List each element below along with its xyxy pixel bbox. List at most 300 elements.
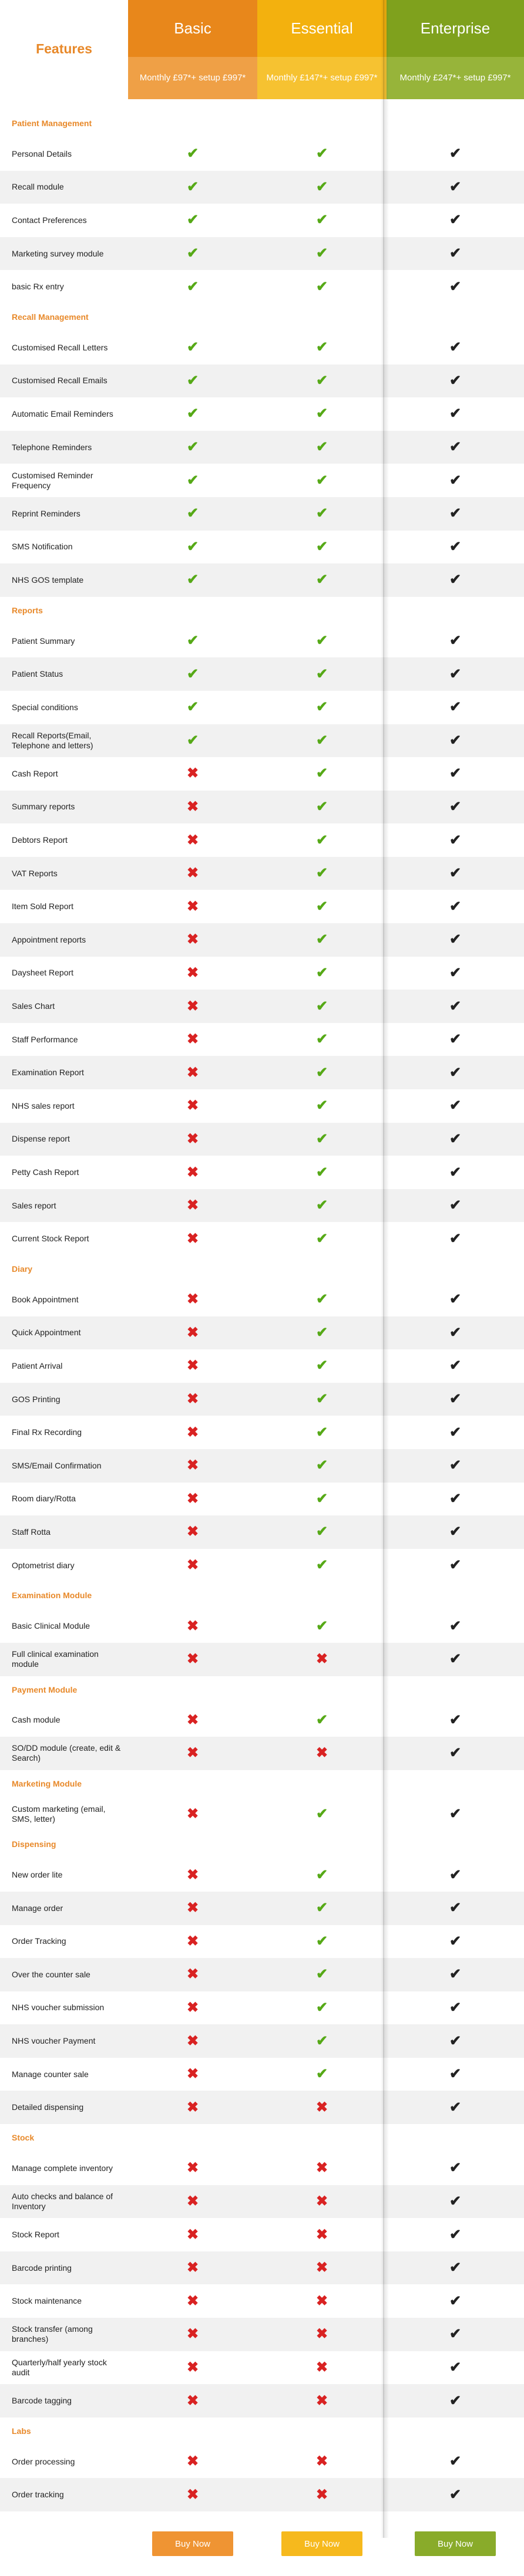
- feature-label: Order Tracking: [12, 1936, 66, 1946]
- plan-essential-header: [257, 0, 387, 110]
- feature-cell-enterprise: [387, 2294, 524, 2308]
- feature-row: [0, 1991, 524, 2025]
- cross-icon: ✖: [186, 1358, 199, 1374]
- feature-cell-basic: [128, 2327, 257, 2341]
- check-icon: ✔: [449, 372, 462, 389]
- feature-cell-essential: [257, 1099, 387, 1113]
- check-icon: ✔: [315, 472, 328, 488]
- check-icon: ✔: [449, 998, 462, 1014]
- feature-row: [0, 1704, 524, 1737]
- feature-cell-essential: [257, 2361, 387, 2375]
- feature-cell-basic: [128, 407, 257, 421]
- cross-icon: ✖: [186, 2486, 199, 2503]
- buy-now-enterprise-button[interactable]: Buy Now: [415, 2531, 496, 2556]
- feature-cell-basic: [128, 1326, 257, 1340]
- feature-cell-basic: [128, 440, 257, 454]
- feature-cell-enterprise: [387, 1459, 524, 1473]
- feature-cell-enterprise: [387, 1292, 524, 1306]
- feature-row: [0, 1222, 524, 1255]
- check-icon: ✔: [449, 1291, 462, 1308]
- check-icon: ✔: [186, 406, 199, 422]
- check-icon: ✔: [315, 765, 328, 782]
- feature-row: [0, 1643, 524, 1676]
- check-icon: ✔: [449, 1490, 462, 1507]
- features-header: [0, 0, 128, 110]
- feature-cell-essential: [257, 2228, 387, 2242]
- feature-cell-enterprise: [387, 2034, 524, 2048]
- cross-icon: ✖: [315, 2293, 328, 2309]
- buy-now-essential-button[interactable]: Buy Now: [281, 2531, 362, 2556]
- feature-label: Telephone Reminders: [12, 442, 92, 452]
- check-icon: ✔: [315, 505, 328, 522]
- feature-cell-essential: [257, 1746, 387, 1760]
- feature-cell-basic: [128, 1746, 257, 1760]
- check-icon: ✔: [315, 1098, 328, 1114]
- check-icon: ✔: [449, 633, 462, 649]
- feature-row: [0, 1056, 524, 1089]
- plan-enterprise-price: Monthly £247*+ setup £997*: [387, 57, 524, 99]
- feature-row: [0, 657, 524, 691]
- feature-label: Petty Cash Report: [12, 1167, 79, 1177]
- feature-cell-essential: [257, 1426, 387, 1440]
- check-icon: ✔: [449, 2226, 462, 2243]
- feature-label: Contact Preferences: [12, 215, 87, 225]
- section-header: [0, 110, 524, 137]
- feature-cell-basic: [128, 734, 257, 748]
- check-icon: ✔: [315, 439, 328, 455]
- section-header: [0, 2124, 524, 2152]
- cross-icon: ✖: [186, 865, 199, 882]
- feature-cell-enterprise: [387, 2394, 524, 2408]
- check-icon: ✔: [449, 699, 462, 715]
- feature-row: [0, 397, 524, 431]
- feature-cell-basic: [128, 1459, 257, 1473]
- feature-cell-enterprise: [387, 374, 524, 388]
- check-icon: ✔: [449, 1933, 462, 1949]
- feature-row: [0, 1383, 524, 1416]
- check-icon: ✔: [315, 633, 328, 649]
- feature-label: Dispense report: [12, 1134, 70, 1144]
- feature-row: [0, 2058, 524, 2091]
- check-icon: ✔: [186, 505, 199, 522]
- feature-cell-basic: [128, 1099, 257, 1113]
- feature-cell-essential: [257, 2101, 387, 2115]
- feature-label: Final Rx Recording: [12, 1427, 82, 1437]
- feature-row: [0, 1609, 524, 1643]
- check-icon: ✔: [449, 1999, 462, 2015]
- feature-cell-basic: [128, 2067, 257, 2081]
- feature-cell-basic: [128, 2294, 257, 2308]
- feature-cell-enterprise: [387, 1326, 524, 1340]
- check-icon: ✔: [449, 572, 462, 588]
- cross-icon: ✖: [186, 1933, 199, 1949]
- check-icon: ✔: [449, 1618, 462, 1634]
- cross-icon: ✖: [186, 1490, 199, 1507]
- plan-basic-header: [128, 0, 257, 110]
- feature-cell-basic: [128, 800, 257, 814]
- feature-cell-enterprise: [387, 407, 524, 421]
- check-icon: ✔: [315, 2066, 328, 2082]
- feature-cell-essential: [257, 933, 387, 947]
- feature-cell-basic: [128, 247, 257, 261]
- cross-icon: ✖: [186, 2326, 199, 2342]
- feature-cell-enterprise: [387, 1967, 524, 1981]
- feature-cell-essential: [257, 2455, 387, 2469]
- check-icon: ✔: [315, 1711, 328, 1728]
- check-icon: ✔: [449, 964, 462, 981]
- feature-cell-basic: [128, 1032, 257, 1046]
- feature-cell-essential: [257, 1807, 387, 1821]
- feature-cell-basic: [128, 280, 257, 294]
- check-icon: ✔: [315, 1031, 328, 1048]
- feature-cell-enterprise: [387, 440, 524, 454]
- check-icon: ✔: [315, 1130, 328, 1147]
- check-icon: ✔: [315, 931, 328, 948]
- feature-label: NHS voucher Payment: [12, 2036, 96, 2046]
- feature-cell-essential: [257, 247, 387, 261]
- check-icon: ✔: [186, 372, 199, 389]
- check-icon: ✔: [449, 1711, 462, 1728]
- feature-cell-essential: [257, 734, 387, 748]
- feature-label: Manage counter sale: [12, 2069, 89, 2079]
- feature-label: Personal Details: [12, 148, 72, 158]
- check-icon: ✔: [186, 538, 199, 555]
- feature-cell-enterprise: [387, 1492, 524, 1506]
- check-icon: ✔: [449, 1457, 462, 1474]
- check-icon: ✔: [186, 278, 199, 295]
- section-title: Diary: [12, 1264, 33, 1274]
- check-icon: ✔: [186, 472, 199, 488]
- feature-cell-enterprise: [387, 340, 524, 355]
- feature-row: [0, 724, 524, 758]
- feature-cell-enterprise: [387, 2327, 524, 2341]
- cross-icon: ✖: [186, 1130, 199, 1147]
- cross-icon: ✖: [186, 2293, 199, 2309]
- feature-cell-essential: [257, 1652, 387, 1666]
- feature-row: [0, 237, 524, 271]
- feature-cell-basic: [128, 1426, 257, 1440]
- feature-label: Quarterly/half yearly stock audit: [12, 2357, 107, 2377]
- feature-label: NHS GOS template: [12, 575, 84, 585]
- feature-label: Patient Summary: [12, 636, 75, 646]
- check-icon: ✔: [186, 212, 199, 228]
- feature-cell-essential: [257, 1359, 387, 1373]
- check-icon: ✔: [449, 2453, 462, 2470]
- check-icon: ✔: [449, 339, 462, 356]
- feature-cell-enterprise: [387, 1901, 524, 1915]
- section-header: [0, 1770, 524, 1798]
- check-icon: ✔: [315, 798, 328, 815]
- feature-label: Current Stock Report: [12, 1234, 89, 1244]
- check-icon: ✔: [449, 2359, 462, 2375]
- feature-cell-enterprise: [387, 1066, 524, 1080]
- feature-cell-enterprise: [387, 1426, 524, 1440]
- feature-label: Room diary/Rotta: [12, 1494, 76, 1504]
- feature-cell-enterprise: [387, 2261, 524, 2275]
- check-icon: ✔: [315, 1933, 328, 1949]
- feature-row: [0, 531, 524, 564]
- pricing-footer: [0, 2511, 524, 2576]
- feature-label: Detailed dispensing: [12, 2102, 84, 2112]
- feature-cell-essential: [257, 340, 387, 355]
- feature-cell-enterprise: [387, 833, 524, 848]
- check-icon: ✔: [449, 278, 462, 295]
- feature-cell-enterprise: [387, 2161, 524, 2175]
- feature-cell-essential: [257, 1492, 387, 1506]
- check-icon: ✔: [315, 339, 328, 356]
- cross-icon: ✖: [315, 2226, 328, 2243]
- feature-cell-essential: [257, 1292, 387, 1306]
- feature-row: [0, 1798, 524, 1831]
- cross-icon: ✖: [186, 1064, 199, 1081]
- check-icon: ✔: [186, 146, 199, 162]
- feature-row: [0, 757, 524, 791]
- feature-cell-enterprise: [387, 2101, 524, 2115]
- feature-label: basic Rx entry: [12, 282, 64, 292]
- section-header: [0, 1255, 524, 1283]
- feature-cell-essential: [257, 280, 387, 294]
- feature-label: Reprint Reminders: [12, 508, 80, 518]
- feature-cell-essential: [257, 2261, 387, 2275]
- cross-icon: ✖: [315, 2099, 328, 2115]
- plan-basic-name: Basic: [128, 0, 257, 57]
- check-icon: ✔: [315, 1291, 328, 1308]
- feature-label: Order processing: [12, 2456, 75, 2466]
- feature-row: [0, 497, 524, 531]
- feature-cell-enterprise: [387, 1525, 524, 1539]
- feature-cell-basic: [128, 540, 257, 554]
- feature-label: Auto checks and balance of Inventory: [12, 2191, 113, 2211]
- feature-row: [0, 1958, 524, 1991]
- feature-label: Full clinical examination module: [12, 1649, 99, 1669]
- feature-label: Debtors Report: [12, 835, 68, 845]
- feature-row: [0, 2024, 524, 2058]
- cross-icon: ✖: [186, 1098, 199, 1114]
- feature-cell-essential: [257, 440, 387, 454]
- feature-cell-essential: [257, 1967, 387, 1981]
- feature-row: [0, 2284, 524, 2318]
- feature-label: Cash Report: [12, 768, 58, 778]
- cross-icon: ✖: [186, 1031, 199, 1048]
- feature-cell-essential: [257, 2001, 387, 2015]
- cross-icon: ✖: [186, 1651, 199, 1667]
- feature-row: [0, 2445, 524, 2479]
- feature-row: [0, 431, 524, 464]
- cross-icon: ✖: [186, 1557, 199, 1574]
- check-icon: ✔: [449, 1424, 462, 1440]
- feature-cell-basic: [128, 2261, 257, 2275]
- feature-label: Recall module: [12, 182, 64, 192]
- feature-cell-basic: [128, 213, 257, 227]
- cross-icon: ✖: [186, 2099, 199, 2115]
- cross-icon: ✖: [186, 1197, 199, 1214]
- feature-cell-basic: [128, 2001, 257, 2015]
- feature-cell-basic: [128, 667, 257, 681]
- feature-row: [0, 957, 524, 990]
- feature-cell-enterprise: [387, 247, 524, 261]
- feature-cell-essential: [257, 1166, 387, 1180]
- section-header: [0, 2418, 524, 2445]
- feature-cell-basic: [128, 1619, 257, 1633]
- cross-icon: ✖: [186, 1966, 199, 1983]
- feature-cell-essential: [257, 1868, 387, 1882]
- feature-label: Appointment reports: [12, 934, 86, 944]
- section-title: Payment Module: [12, 1684, 78, 1694]
- feature-cell-essential: [257, 1619, 387, 1633]
- feature-row: [0, 1349, 524, 1383]
- feature-cell-basic: [128, 1232, 257, 1246]
- check-icon: ✔: [449, 1324, 462, 1341]
- check-icon: ✔: [449, 538, 462, 555]
- check-icon: ✔: [449, 245, 462, 262]
- feature-label: Patient Status: [12, 669, 63, 679]
- check-icon: ✔: [315, 699, 328, 715]
- check-icon: ✔: [315, 572, 328, 588]
- feature-cell-enterprise: [387, 2361, 524, 2375]
- feature-label: Over the counter sale: [12, 1969, 90, 1979]
- feature-label: NHS voucher submission: [12, 2003, 105, 2013]
- section-header: [0, 597, 524, 624]
- feature-row: [0, 1858, 524, 1892]
- feature-label: Manage complete inventory: [12, 2163, 113, 2173]
- feature-row: [0, 1189, 524, 1223]
- check-icon: ✔: [449, 1031, 462, 1048]
- feature-cell-essential: [257, 1326, 387, 1340]
- feature-cell-enterprise: [387, 1099, 524, 1113]
- check-icon: ✔: [315, 406, 328, 422]
- feature-row: [0, 464, 524, 497]
- section-header: [0, 303, 524, 331]
- feature-cell-essential: [257, 2034, 387, 2048]
- feature-cell-basic: [128, 1807, 257, 1821]
- feature-cell-basic: [128, 340, 257, 355]
- section-title: Patient Management: [12, 119, 92, 128]
- feature-label: VAT Reports: [12, 868, 58, 878]
- cross-icon: ✖: [186, 898, 199, 914]
- check-icon: ✔: [449, 178, 462, 195]
- feature-label: Examination Report: [12, 1068, 84, 1078]
- check-icon: ✔: [315, 1866, 328, 1883]
- feature-cell-essential: [257, 1232, 387, 1246]
- feature-cell-enterprise: [387, 573, 524, 587]
- feature-cell-essential: [257, 540, 387, 554]
- feature-row: [0, 204, 524, 237]
- cross-icon: ✖: [186, 1324, 199, 1341]
- feature-row: [0, 923, 524, 957]
- feature-cell-essential: [257, 474, 387, 488]
- check-icon: ✔: [186, 732, 199, 748]
- cross-icon: ✖: [186, 998, 199, 1014]
- cross-icon: ✖: [186, 1900, 199, 1916]
- feature-cell-basic: [128, 1652, 257, 1666]
- feature-row: [0, 1737, 524, 1770]
- section-title: Labs: [12, 2426, 31, 2436]
- cross-icon: ✖: [315, 2160, 328, 2176]
- feature-label: Summary reports: [12, 802, 75, 812]
- cross-icon: ✖: [186, 1745, 199, 1761]
- check-icon: ✔: [449, 1966, 462, 1983]
- feature-label: Customised Reminder Frequency: [12, 470, 93, 490]
- cross-icon: ✖: [186, 1164, 199, 1180]
- check-icon: ✔: [449, 2260, 462, 2276]
- cross-icon: ✖: [315, 2359, 328, 2375]
- feature-cell-basic: [128, 2361, 257, 2375]
- feature-cell-enterprise: [387, 1746, 524, 1760]
- cross-icon: ✖: [186, 2033, 199, 2049]
- cross-icon: ✖: [186, 1806, 199, 1822]
- feature-cell-essential: [257, 1066, 387, 1080]
- feature-cell-essential: [257, 1713, 387, 1727]
- check-icon: ✔: [449, 1098, 462, 1114]
- check-icon: ✔: [315, 1557, 328, 1574]
- check-icon: ✔: [449, 732, 462, 748]
- feature-cell-essential: [257, 1198, 387, 1213]
- feature-row: [0, 2218, 524, 2251]
- cross-icon: ✖: [186, 798, 199, 815]
- check-icon: ✔: [186, 572, 199, 588]
- feature-cell-basic: [128, 866, 257, 880]
- feature-row: [0, 1449, 524, 1483]
- check-icon: ✔: [449, 505, 462, 522]
- feature-cell-essential: [257, 700, 387, 714]
- check-icon: ✔: [449, 406, 462, 422]
- feature-cell-essential: [257, 1459, 387, 1473]
- feature-cell-essential: [257, 1934, 387, 1949]
- cross-icon: ✖: [186, 2226, 199, 2243]
- cross-icon: ✖: [315, 2326, 328, 2342]
- feature-cell-essential: [257, 180, 387, 194]
- check-icon: ✔: [449, 2160, 462, 2176]
- feature-cell-essential: [257, 966, 387, 980]
- feature-label: Custom marketing (email, SMS, letter): [12, 1804, 106, 1824]
- check-icon: ✔: [315, 1618, 328, 1634]
- feature-cell-basic: [128, 1000, 257, 1014]
- check-icon: ✔: [315, 1457, 328, 1474]
- cross-icon: ✖: [315, 1745, 328, 1761]
- check-icon: ✔: [186, 699, 199, 715]
- cross-icon: ✖: [315, 2453, 328, 2470]
- check-icon: ✔: [449, 2193, 462, 2209]
- feature-label: Marketing survey module: [12, 248, 104, 258]
- feature-cell-enterprise: [387, 966, 524, 980]
- check-icon: ✔: [449, 1230, 462, 1247]
- buy-now-basic-button[interactable]: Buy Now: [152, 2531, 233, 2556]
- feature-row: [0, 857, 524, 890]
- feature-cell-enterprise: [387, 2488, 524, 2502]
- cross-icon: ✖: [186, 1711, 199, 1728]
- feature-row: [0, 1515, 524, 1549]
- check-icon: ✔: [449, 898, 462, 914]
- feature-cell-enterprise: [387, 280, 524, 294]
- feature-cell-basic: [128, 1901, 257, 1915]
- feature-cell-essential: [257, 1032, 387, 1046]
- feature-label: Stock Report: [12, 2230, 59, 2240]
- feature-cell-enterprise: [387, 1132, 524, 1146]
- check-icon: ✔: [315, 538, 328, 555]
- feature-label: Book Appointment: [12, 1294, 79, 1304]
- feature-cell-basic: [128, 700, 257, 714]
- feature-label: Staff Rotta: [12, 1527, 51, 1537]
- cross-icon: ✖: [186, 931, 199, 948]
- section-title: Reports: [12, 605, 43, 615]
- feature-cell-enterprise: [387, 2195, 524, 2209]
- feature-label: Customised Recall Emails: [12, 376, 108, 386]
- feature-row: [0, 691, 524, 724]
- feature-cell-basic: [128, 2161, 257, 2175]
- feature-cell-enterprise: [387, 1807, 524, 1821]
- feature-label: Customised Recall Letters: [12, 342, 108, 352]
- feature-cell-basic: [128, 1934, 257, 1949]
